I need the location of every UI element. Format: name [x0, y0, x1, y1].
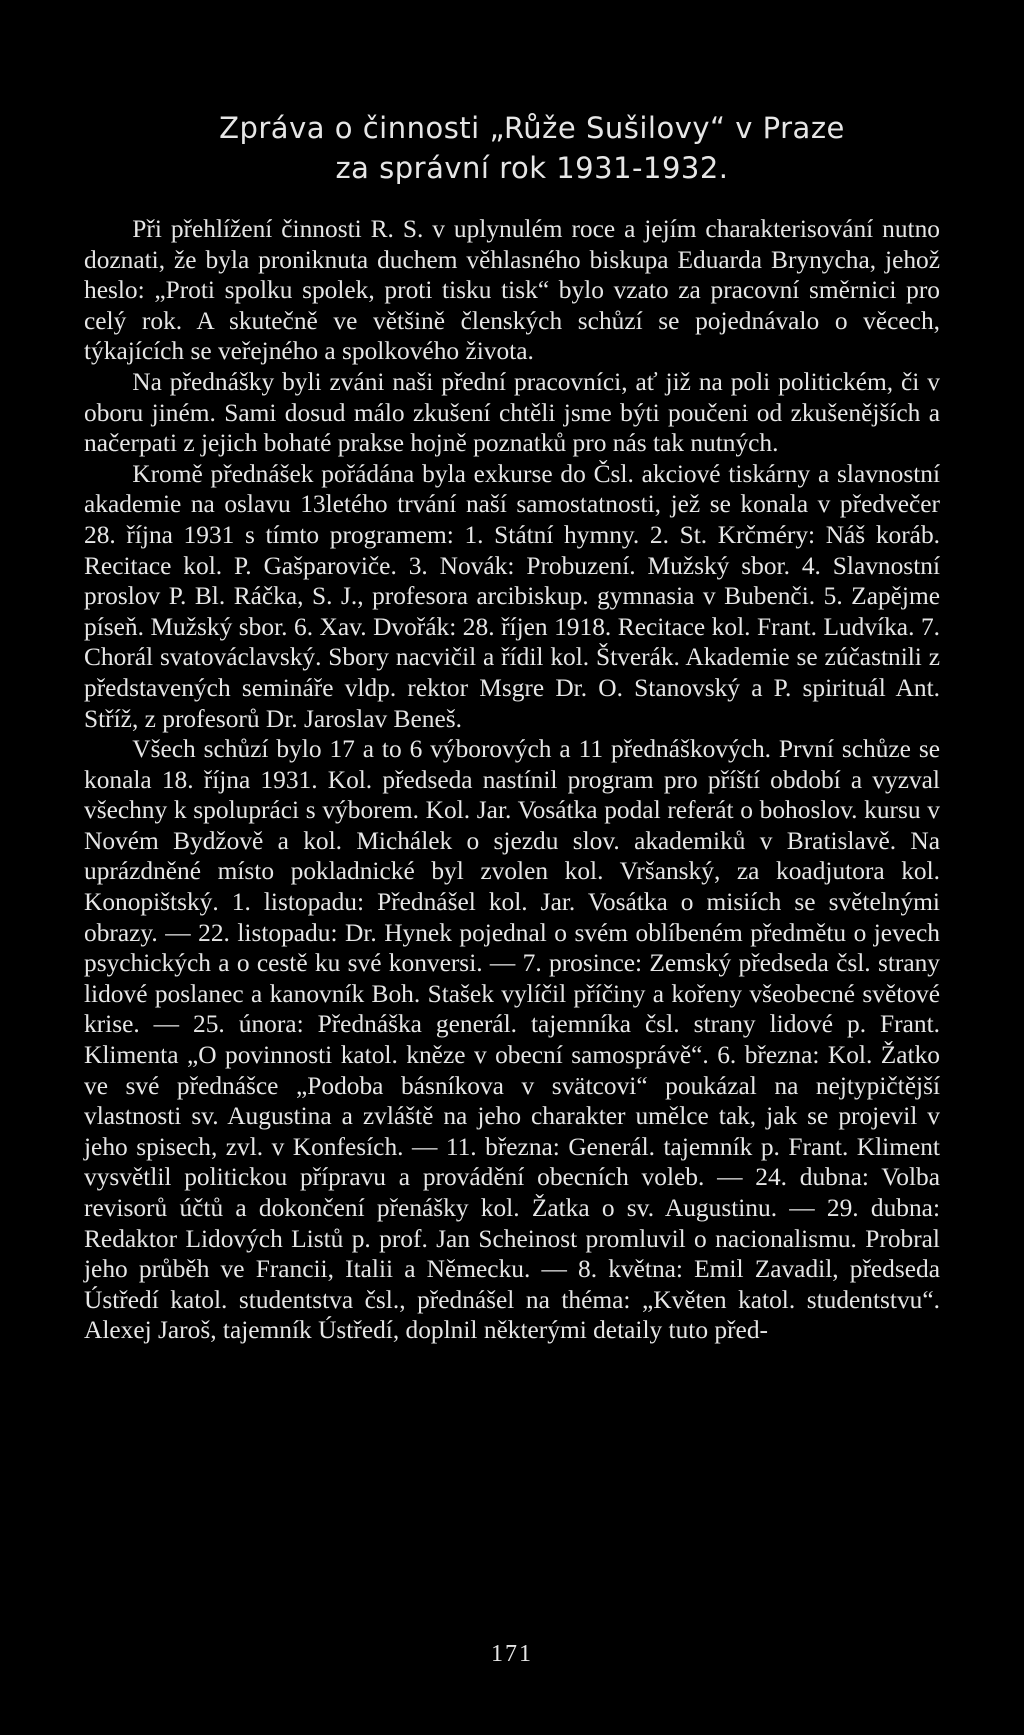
page-number: 171: [491, 1641, 533, 1667]
document-page: [84, 108, 940, 1346]
paragraph-3: Kromě přednášek pořádána byla exkurse do Čsl. akciové tiskárny a slavnostní akademie na oslavu 13letého trvání naší samostatnosti, jež se konala v předvečer 28. října 1931 s tímto programem: 1. Státní hymny. 2. St. Krčméry: Náš koráb. Recitace kol. P. Gašparoviče. 3. Novák: Probuzení. Mužský sbor. 4. Slavnostní proslov P. Bl. Ráčka, S. J., profesora arcibiskup. gymnasia v Bubenči. 5. Zapějme píseň. Mužský sbor. 6. Xav. Dvořák: 28. říjen 1918. Recitace kol. Frant. Ludvíka. 7. Chorál svatováclavský. Sbory nacvičil a řídil kol. Štverák. Akademie se zúčastnili z představených semináře vldp. rektor Msgre Dr. O. Stanovský a P. spirituál Ant. Stříž, z profesorů Dr. Jaroslav Beneš.: [84, 459, 940, 733]
body-text: [84, 214, 940, 1346]
paragraph-4: Všech schůzí bylo 17 a to 6 výborových a 11 přednáškových. První schůze se konala 18. října 1931. Kol. předseda nastínil program pro příští období a vyzval všechny k spolupráci s výborem. Kol. Jar. Vosátka podal referát o bohoslov. kursu v Novém Bydžově a kol. Michálek o sjezdu slov. akademiků v Bratislavě. Na uprázdněné místo pokladnické byl zvolen kol. Vršanský, za koadjutora kol. Konopištský. 1. listopadu: Přednášel kol. Jar. Vosátka o misiích se světelnými obrazy. — 22. listopadu: Dr. Hynek pojednal o svém oblíbeném předmětu o jevech psychických a o cestě ku své konversi. — 7. prosince: Zemský předseda čsl. strany lidové poslanec a kanovník Boh. Stašek vylíčil příčiny a kořeny všeobecné světové krise. — 25. února: Přednáška generál. tajemníka čsl. strany lidové p. Frant. Klimenta „O povinnosti katol. kněze v obecní samosprávě“. 6. března: Kol. Žatko ve své přednášce „Podoba básníkova v svätcovi“ poukázal na nejtypičtější vlastnosti sv. Augustina a zvláště na jeho charakter umělce tak, jak se projevil v jeho spisech, zvl. v Konfesích. — 11. března: Generál. tajemník p. Frant. Kliment vysvětlil politickou přípravu a provádění obecních voleb. — 24. dubna: Volba revisorů účtů a dokončení přenášky kol. Žatka o sv. Augustinu. — 29. dubna: Redaktor Lidových Listů p. prof. Jan Scheinost promluvil o nacionalismu. Probral jeho průběh ve Francii, Italii a Německu. — 8. května: Emil Zavadil, předseda Ústředí katol. studentstva čsl., přednášel na théma: „Květen katol. studentstvu“. Alexej Jaroš, tajemník Ústředí, doplnil některými detaily tuto před-: [84, 735, 940, 1345]
paragraph-2: Na přednášky byli zváni naši přední pracovníci, ať již na poli politickém, či v oboru jiném. Sami dosud málo zkušení chtěli jsme býti poučeni od zkušenějších a načerpati z jejich bohaté prakse hojně poznatků pro nás tak nutných.: [84, 367, 940, 458]
paragraph-1: Při přehlížení činnosti R. S. v uplynulém roce a jejím charakterisování nutno doznati, že byla proniknuta duchem věhlasného biskupa Eduarda Brynycha, jehož heslo: „Proti spolku spolek, proti tisku tisk“ bylo vzato za pracovní směrnici pro celý rok. A skutečně ve většině členských schůzí se pojednávalo o věcech, týkajících se veřejného a spolkového života.: [84, 215, 940, 366]
document-title: [124, 108, 940, 188]
title-line-2: za správní rok 1931-1932.: [335, 151, 729, 185]
title-line-1: Zpráva o činnosti „Růže Sušilovy“ v Praze: [219, 111, 845, 145]
